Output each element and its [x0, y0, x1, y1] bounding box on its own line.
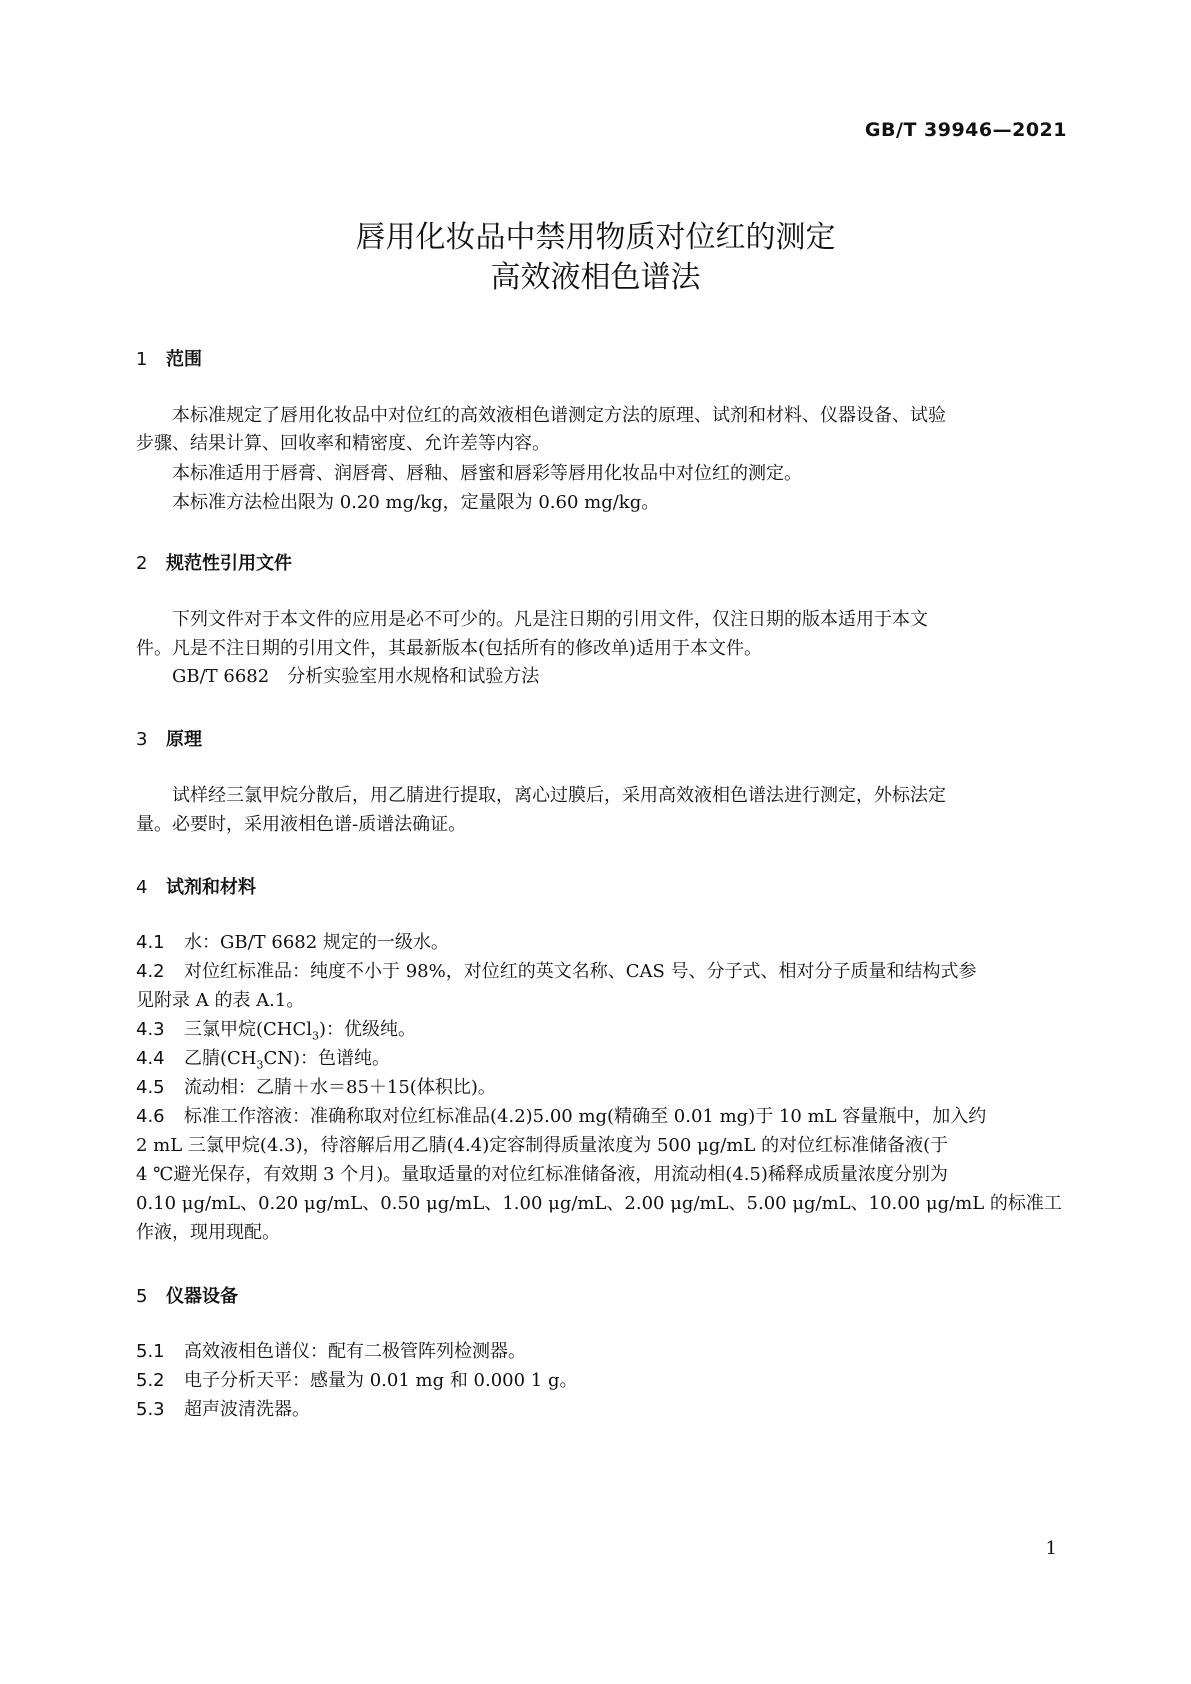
section-heading-5	[136, 1282, 238, 1308]
clause-4-6	[136, 1105, 1056, 1129]
clause-number: 4.4	[136, 1048, 165, 1069]
section-title: 范围	[166, 349, 202, 370]
paragraph-line: 试样经三氯甲烷分散后，用乙腈进行提取，离心过膜后，采用高效液相色谱法进行测定，外标法定	[172, 785, 946, 806]
clause-number: 5.3	[136, 1399, 165, 1420]
clause-text: 标准工作溶液：准确称取对位红标准品(4.2)5.00 mg(精确至 0.01 mg)于 10 mL 容量瓶中，加入约	[184, 1106, 987, 1127]
section-number: 4	[136, 877, 148, 898]
paragraph-line: 见附录 A 的表 A.1。	[136, 990, 305, 1011]
clause-5-3	[136, 1398, 1056, 1422]
paragraph-line: 件。凡是不注日期的引用文件，其最新版本(包括所有的修改单)适用于本文件。	[136, 638, 763, 659]
clause-4-2	[136, 960, 1056, 984]
paragraph-line: 本标准适用于唇膏、润唇膏、唇釉、唇蜜和唇彩等唇用化妆品中对位红的测定。	[172, 463, 802, 484]
clause-text: 电子分析天平：感量为 0.01 mg 和 0.000 1 g。	[184, 1370, 578, 1391]
paragraph-line: 本标准规定了唇用化妆品中对位红的高效液相色谱测定方法的原理、试剂和材料、仪器设备、试验	[172, 405, 946, 426]
clause-text-pre: 乙腈(CH	[184, 1048, 257, 1069]
page-number: 1	[1045, 1538, 1057, 1559]
paragraph-line: 0.10 μg/mL、0.20 μg/mL、0.50 μg/mL、1.00 μg/mL、2.00 μg/mL、5.00 μg/mL、10.00 μg/mL 的标准工	[136, 1193, 1062, 1214]
section-title: 规范性引用文件	[166, 553, 292, 574]
paragraph-line: 作液，现用现配。	[136, 1222, 280, 1243]
subscript: 3	[256, 1058, 264, 1072]
clause-number: 4.5	[136, 1077, 165, 1098]
paragraph-line: 2 mL 三氯甲烷(4.3)，待溶解后用乙腈(4.4)定容制得质量浓度为 500 μg/mL 的对位红标准储备液(于	[136, 1135, 949, 1156]
document-title-line1: 唇用化妆品中禁用物质对位红的测定	[355, 220, 836, 255]
section-title: 仪器设备	[166, 1286, 238, 1307]
section-title: 试剂和材料	[166, 877, 256, 898]
clause-4-1	[136, 931, 1056, 955]
clause-text: 高效液相色谱仪：配有二极管阵列检测器。	[184, 1341, 526, 1362]
clause-4-3	[136, 1018, 1056, 1049]
subscript: 3	[312, 1029, 320, 1043]
clause-5-2	[136, 1369, 1056, 1393]
normative-reference: GB/T 6682 分析实验室用水规格和试验方法	[172, 666, 540, 687]
clause-number: 4.1	[136, 932, 165, 953]
section-heading-3	[136, 725, 202, 751]
clause-number: 5.1	[136, 1341, 165, 1362]
paragraph-line: 下列文件对于本文件的应用是必不可少的。凡是注日期的引用文件，仅注日期的版本适用于本文	[172, 609, 928, 630]
clause-text-post: CN)：色谱纯。	[263, 1048, 391, 1069]
clause-number: 4.6	[136, 1106, 165, 1127]
clause-text-pre: 三氯甲烷(CHCl	[184, 1019, 313, 1040]
section-heading-2	[136, 549, 292, 575]
section-number: 5	[136, 1286, 148, 1307]
paragraph-line: 步骤、结果计算、回收率和精密度、允许差等内容。	[136, 433, 550, 454]
clause-text: 超声波清洗器。	[184, 1399, 310, 1420]
standard-number: GB/T 39946—2021	[864, 119, 1067, 141]
section-title: 原理	[166, 729, 202, 750]
document-title-line2: 高效液相色谱法	[490, 260, 701, 295]
paragraph-line: 4 ℃避光保存，有效期 3 个月)。量取适量的对位红标准储备液，用流动相(4.5)稀释成质量浓度分别为	[136, 1164, 948, 1185]
clause-text: 对位红标准品：纯度不小于 98%，对位红的英文名称、CAS 号、分子式、相对分子质量和结构式参	[184, 961, 977, 982]
section-heading-1	[136, 345, 202, 371]
clause-text: 水：GB/T 6682 规定的一级水。	[184, 932, 449, 953]
clause-number: 4.3	[136, 1019, 165, 1040]
clause-5-1	[136, 1340, 1056, 1364]
clause-number: 5.2	[136, 1370, 165, 1391]
paragraph-line: 本标准方法检出限为 0.20 mg/kg，定量限为 0.60 mg/kg。	[172, 492, 660, 513]
clause-4-4	[136, 1047, 1056, 1078]
section-heading-4	[136, 873, 256, 899]
section-number: 3	[136, 729, 148, 750]
section-number: 2	[136, 553, 148, 574]
clause-4-5	[136, 1076, 1056, 1100]
clause-text: 流动相：乙腈＋水＝85＋15(体积比)。	[184, 1077, 496, 1098]
clause-number: 4.2	[136, 961, 165, 982]
paragraph-line: 量。必要时，采用液相色谱-质谱法确证。	[136, 814, 467, 835]
clause-text-post: )：优级纯。	[319, 1019, 417, 1040]
section-number: 1	[136, 349, 148, 370]
